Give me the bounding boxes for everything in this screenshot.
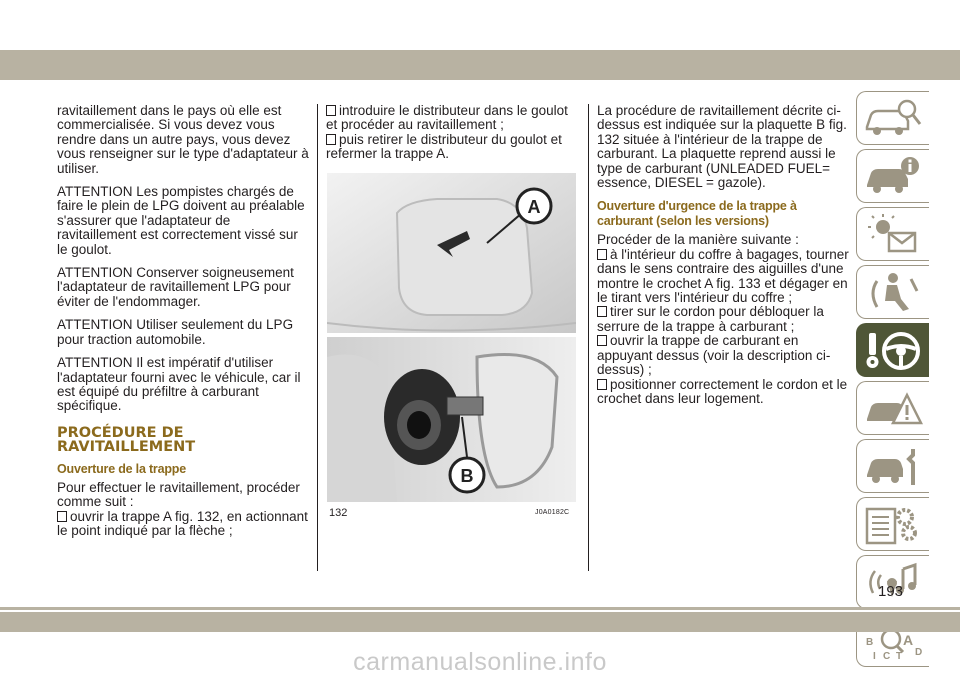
seat-airbag-icon bbox=[863, 271, 923, 315]
page-number: 193 bbox=[878, 583, 904, 600]
car-crash-warning-icon bbox=[863, 387, 923, 431]
checkbox-bullet-icon bbox=[597, 335, 607, 346]
index-letter: A bbox=[903, 632, 914, 648]
index-letter: I bbox=[873, 651, 876, 662]
subsection-heading: Ouverture d'urgence de la trappe à carburant (selon les versions) bbox=[597, 199, 797, 229]
car-wrench-icon bbox=[863, 445, 923, 489]
column-divider bbox=[588, 104, 589, 571]
list-item bbox=[57, 510, 309, 539]
list-item bbox=[597, 248, 849, 306]
paragraph: Procéder de la manière suivante : bbox=[597, 232, 799, 248]
list-item-text: tirer sur le cordon pour débloquer la serrure de la trappe à carburant ; bbox=[597, 304, 824, 334]
section-heading: PROCÉDURE DE RAVITAILLEMENT bbox=[57, 424, 196, 455]
column-right bbox=[597, 104, 849, 406]
column-divider bbox=[317, 104, 318, 571]
figure-number: 132 bbox=[329, 507, 348, 519]
index-letter: B bbox=[866, 637, 874, 648]
checkbox-bullet-icon bbox=[597, 379, 607, 390]
warning-paragraph: ATTENTION Les pompistes chargés de faire le plein de LPG doivent au préalable s'assurer que l'adaptateur de ravitaillement est correctement vissé sur le goulot. bbox=[57, 184, 305, 257]
specs-gear-icon bbox=[863, 503, 923, 547]
car-search-icon bbox=[863, 97, 923, 141]
paragraph: Pour effectuer le ravitaillement, procéder comme suit : bbox=[57, 479, 300, 510]
figure-label-a: A bbox=[527, 197, 541, 217]
list-item-text: ouvrir la trappe A fig. 132, en actionnant le point indiqué par la flèche ; bbox=[57, 508, 308, 538]
subsection-heading: Ouverture de la trappe bbox=[57, 461, 186, 476]
checkbox-bullet-icon bbox=[326, 134, 336, 145]
figure-label-b: B bbox=[460, 466, 474, 486]
watermark: carmanualsonline.info bbox=[353, 648, 607, 676]
checkbox-bullet-icon bbox=[326, 105, 336, 116]
list-item-text: à l'intérieur du coffre à bagages, tourner dans le sens contraire des aiguilles d'une montre le crochet A fig. 133 et dégager en le tirant vers l'intérieur du coffre ; bbox=[597, 246, 849, 306]
tab-starting-driving[interactable] bbox=[856, 323, 929, 377]
tab-technical-data[interactable] bbox=[856, 497, 929, 551]
top-band bbox=[0, 0, 960, 36]
index-letter: C bbox=[883, 651, 891, 662]
list-item bbox=[326, 133, 580, 162]
list-item bbox=[597, 334, 849, 377]
figure-132 bbox=[327, 173, 576, 502]
checkbox-bullet-icon bbox=[597, 306, 607, 317]
tab-emergency[interactable] bbox=[856, 381, 929, 435]
list-item-text: puis retirer le distributeur du goulot et refermer la trappe A. bbox=[326, 131, 562, 162]
warning-paragraph: ATTENTION Il est impératif d'utiliser l'adaptateur fourni avec le véhicule, car il est équipé du préfiltre à carburant spécifique. bbox=[57, 355, 301, 414]
list-item bbox=[597, 378, 849, 407]
tab-warning-lights[interactable] bbox=[856, 207, 929, 261]
column-left bbox=[57, 104, 309, 538]
footer-line bbox=[0, 607, 960, 610]
figure-separator bbox=[327, 333, 576, 337]
tab-maintenance[interactable] bbox=[856, 439, 929, 493]
list-item-text: positionner correctement le cordon et le crochet dans leur logement. bbox=[597, 376, 848, 406]
tab-knowing-vehicle[interactable] bbox=[856, 91, 929, 145]
header-bar bbox=[0, 50, 960, 80]
figure-code: J0A0182C bbox=[535, 509, 570, 516]
fuel-door-illustration bbox=[327, 173, 576, 502]
checkbox-bullet-icon bbox=[597, 249, 607, 260]
paragraph: La procédure de ravitaillement décrite ci-dessus est indiquée sur la plaquette B fig. 132 située à l'intérieur de la trappe de carburant. La plaquette reprend aussi le type de carburant (UNLEADED FUEL= essence, DIESEL = gazole). bbox=[597, 103, 847, 191]
tab-dashboard[interactable] bbox=[856, 149, 929, 203]
tab-safety[interactable] bbox=[856, 265, 929, 319]
footer-bar bbox=[0, 612, 960, 632]
car-info-icon bbox=[863, 155, 923, 199]
list-item bbox=[326, 104, 580, 133]
checkbox-bullet-icon bbox=[57, 511, 67, 522]
list-item-text: introduire le distributeur dans le goulot et procéder au ravitaillement ; bbox=[326, 103, 568, 133]
column-middle bbox=[326, 104, 580, 162]
paragraph: ravitaillement dans le pays où elle est commercialisée. Si vous devez vous rendre dans un autre pays, vous devez vous renseigner sur le type d'adaptateur à utiliser. bbox=[57, 103, 309, 176]
warning-paragraph: ATTENTION Conserver soigneusement l'adaptateur de ravitaillement LPG pour éviter de l'endommager. bbox=[57, 265, 294, 309]
index-letter: T bbox=[896, 651, 903, 662]
list-item-text: ouvrir la trappe de carburant en appuyant dessus (voir la description ci-dessus) ; bbox=[597, 333, 831, 378]
warning-paragraph: ATTENTION Utiliser seulement du LPG pour traction automobile. bbox=[57, 317, 294, 347]
index-letter: D bbox=[915, 647, 923, 658]
warning-light-message-icon bbox=[863, 213, 923, 257]
list-item bbox=[597, 305, 849, 334]
tab-multimedia[interactable] bbox=[856, 555, 929, 609]
key-steering-wheel-icon bbox=[863, 329, 923, 373]
